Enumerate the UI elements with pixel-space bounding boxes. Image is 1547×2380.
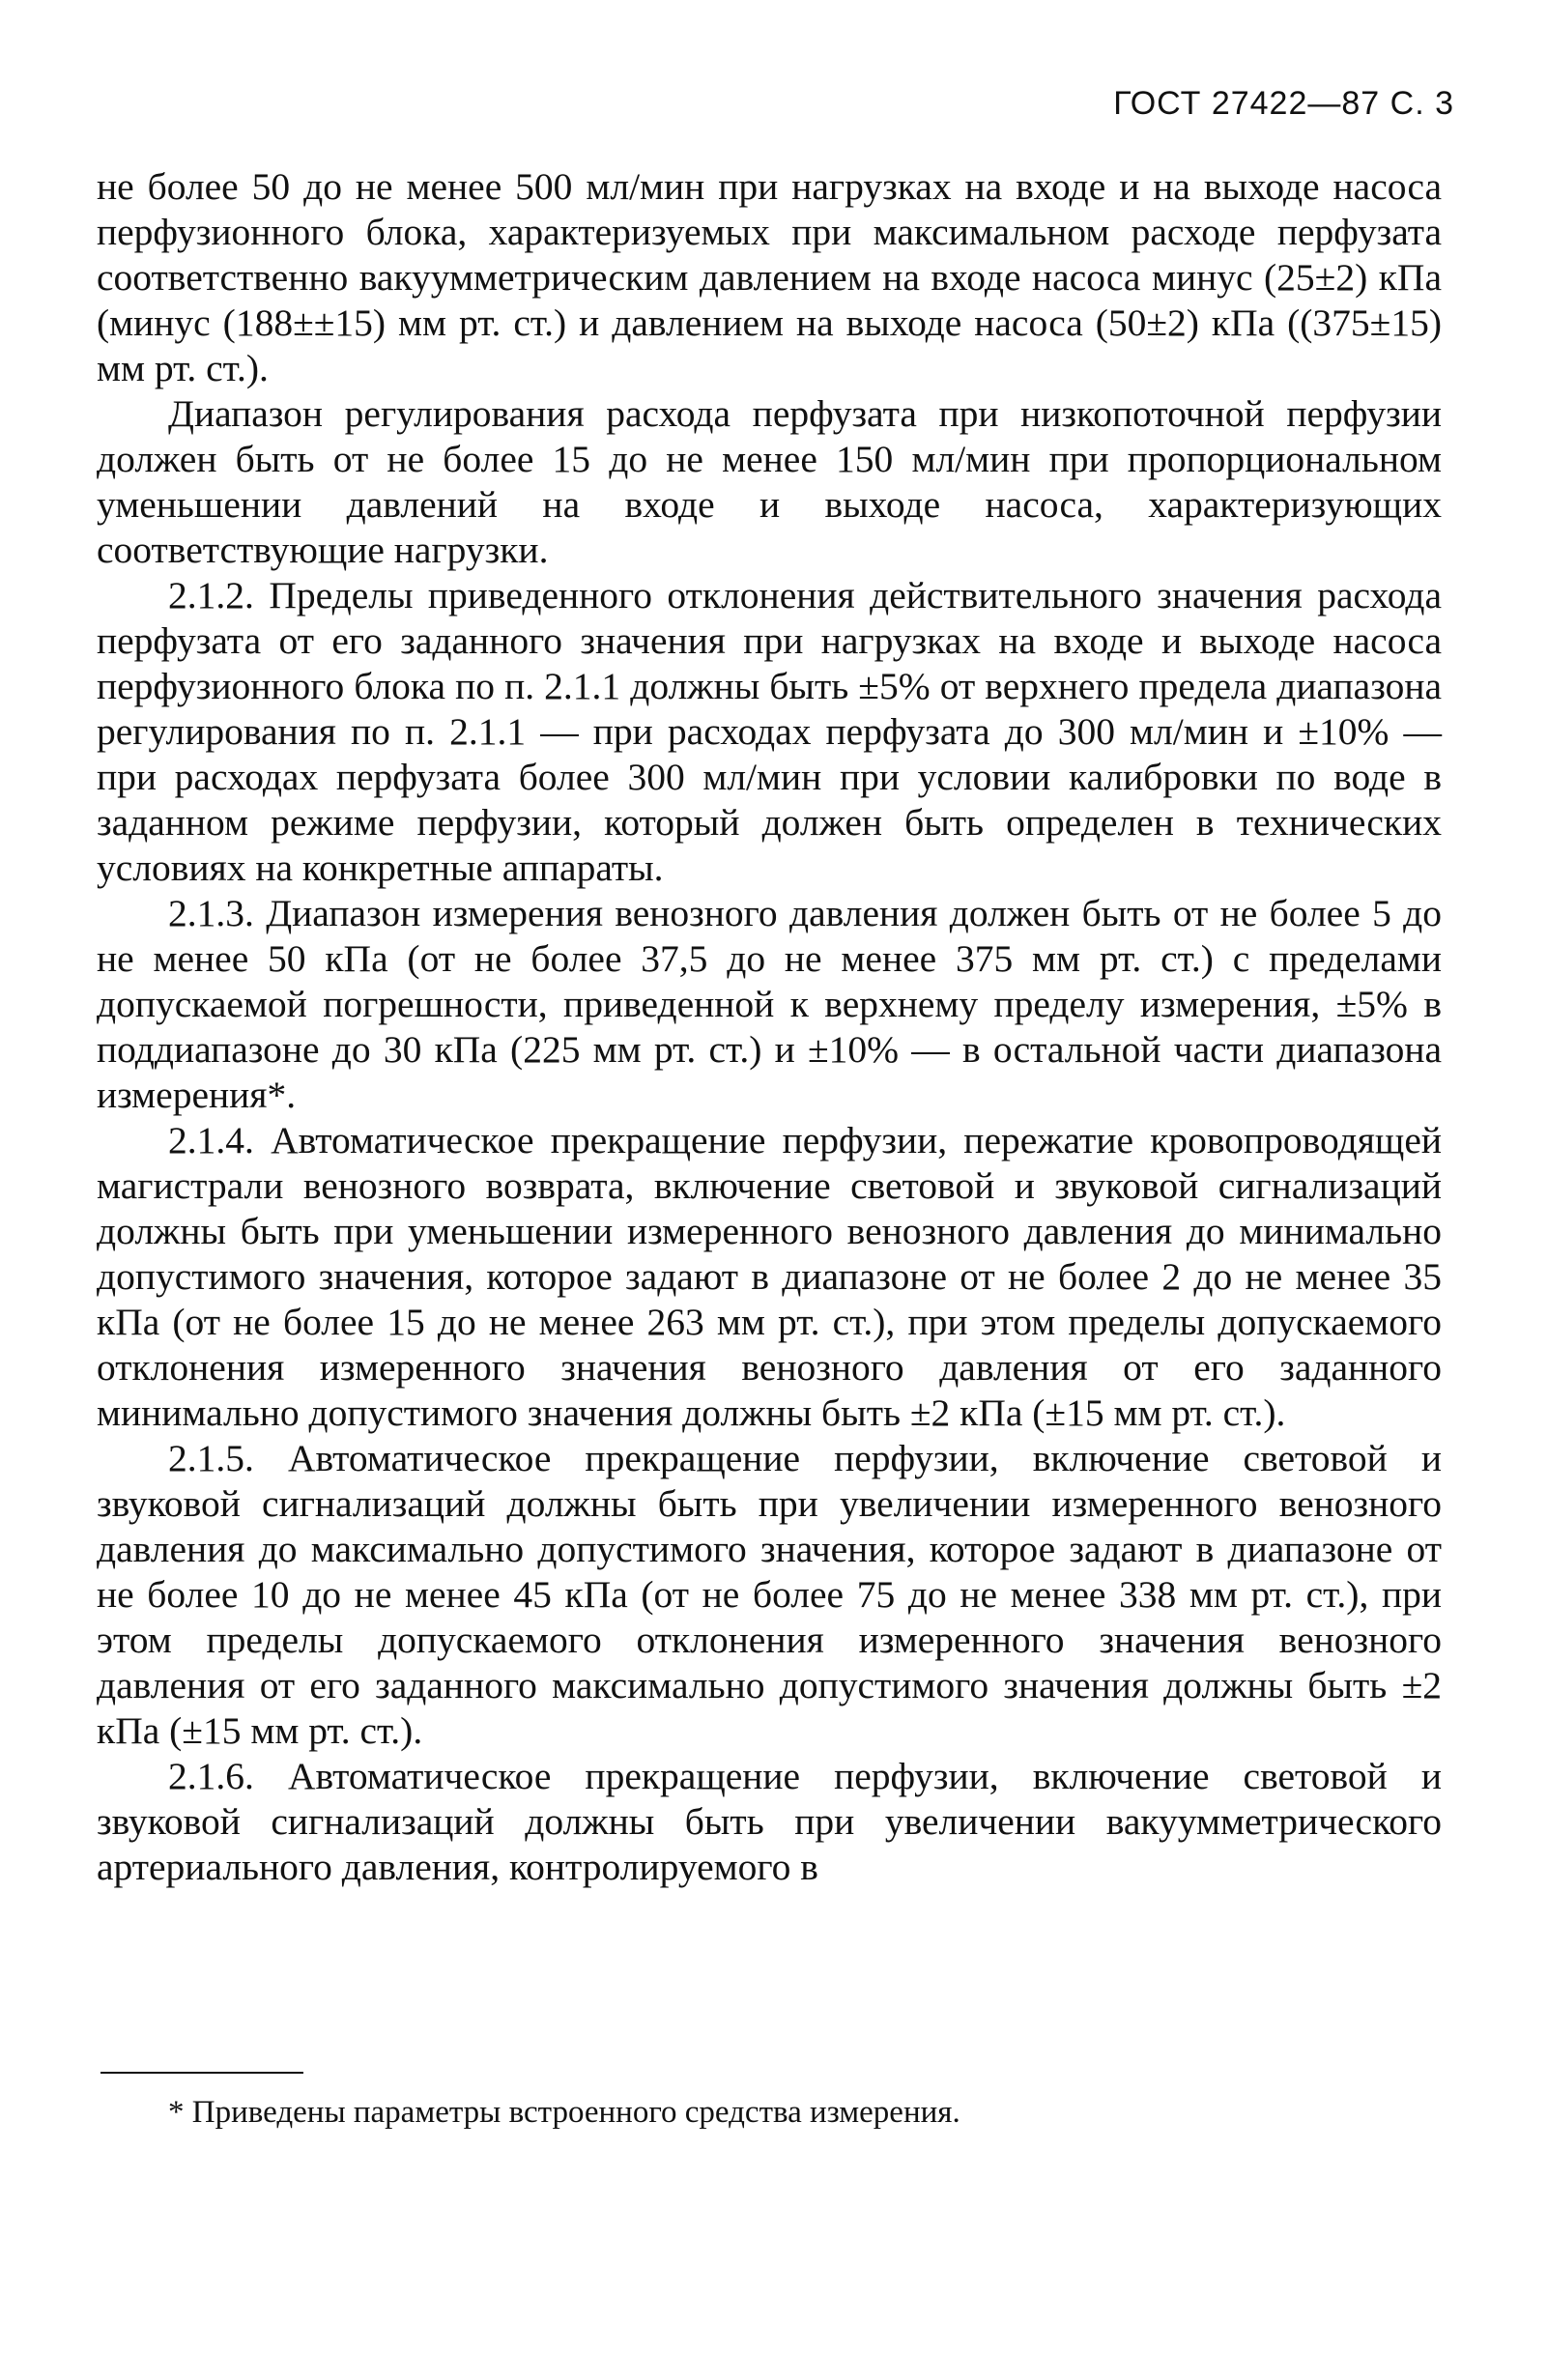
paragraph-text: не более 50 до не менее 500 мл/мин при нагрузках на входе и на выходе насоса перфузионного блока, характеризуемых при максимальном расходе перфузата соответственно вакуумметрическим давлением на входе насоса минус (25±2) кПа (минус (188±±15) мм рт. ст.) и давлением на выходе насоса (50±2) кПа ((375±15) мм рт. ст.). — [97, 165, 1442, 389]
clause-2-1-6 — [97, 1754, 1442, 1890]
paragraph-flow-range — [97, 391, 1442, 573]
clause-2-1-5 — [97, 1436, 1442, 1754]
clause-number: 2.1.6. — [168, 1755, 254, 1797]
page-header — [1113, 85, 1454, 123]
clause-number: 2.1.3. — [168, 892, 254, 934]
clause-2-1-4 — [97, 1118, 1442, 1436]
clause-2-1-2 — [97, 573, 1442, 891]
standard-designation: ГОСТ 27422—87 — [1113, 85, 1381, 122]
clause-number: 2.1.2. — [168, 574, 254, 617]
footnote — [168, 2093, 960, 2132]
clause-2-1-3 — [97, 891, 1442, 1118]
paragraph-text: Диапазон регулирования расхода перфузата при низкопоточной перфузии должен быть от не более 15 до не менее 150 мл/мин при пропорциональном уменьшении давлений на входе и выходе насоса, характеризующих соответствующие нагрузки. — [97, 392, 1442, 571]
footnote-marker: * — [168, 2095, 185, 2130]
clause-number: 2.1.5. — [168, 1437, 254, 1479]
paragraph-text: Автоматическое прекращение перфузии, пережатие кровопроводящей магистрали венозного возврата, включение световой и звуковой сигнализаций должны быть при уменьшении измеренного венозного давления до минимально допустимого значения, которое задают в диапазоне от не более 2 до не менее 35 кПа (от не более 15 до не менее 263 мм рт. ст.), при этом пределы допускаемого отклонения измеренного значения венозного давления от его заданного минимально допустимого значения должны быть ±2 кПа (±15 мм рт. ст.). — [97, 1119, 1442, 1434]
clause-number: 2.1.4. — [168, 1119, 254, 1161]
body-text — [97, 164, 1442, 1890]
paragraph-text: Пределы приведенного отклонения действительного значения расхода перфузата от его заданного значения при нагрузках на входе и выходе насоса перфузионного блока по п. 2.1.1 должны быть ±5% от верхнего предела диапазона регулирования по п. 2.1.1 — при расходах перфузата до 300 мл/мин и ±10% — при расходах перфузата более 300 мл/мин при условии калибровки по воде в заданном режиме перфузии, который должен быть определен в технических условиях на конкретные аппараты. — [97, 574, 1442, 889]
paragraph-text: Автоматическое прекращение перфузии, включение световой и звуковой сигнализаций должны быть при увеличении вакуумметрического артериального давления, контролируемого в — [97, 1755, 1443, 1888]
footnote-divider — [100, 2072, 303, 2074]
footnote-text: Приведены параметры встроенного средства измерения. — [191, 2095, 960, 2130]
paragraph-text: Автоматическое прекращение перфузии, включение световой и звуковой сигнализаций должны быть при увеличении измеренного венозного давления до максимально допустимого значения, которое задают в диапазоне от не более 10 до не менее 45 кПа (от не более 75 до не менее 338 мм рт. ст.), при этом пределы допускаемого отклонения измеренного значения венозного давления от его заданного максимально допустимого значения должны быть ±2 кПа (±15 мм рт. ст.). — [97, 1437, 1443, 1752]
paragraph-continuation — [97, 164, 1442, 391]
page-number: С. 3 — [1389, 85, 1454, 122]
paragraph-text: Диапазон измерения венозного давления должен быть от не более 5 до не менее 50 кПа (от не более 37,5 до не менее 375 мм рт. ст.) с пределами допускаемой погрешности, приведенной к верхнему пределу измерения, ±5% в поддиапазоне до 30 кПа (225 мм рт. ст.) и ±10% — в остальной части диапазона измерения*. — [97, 892, 1443, 1116]
